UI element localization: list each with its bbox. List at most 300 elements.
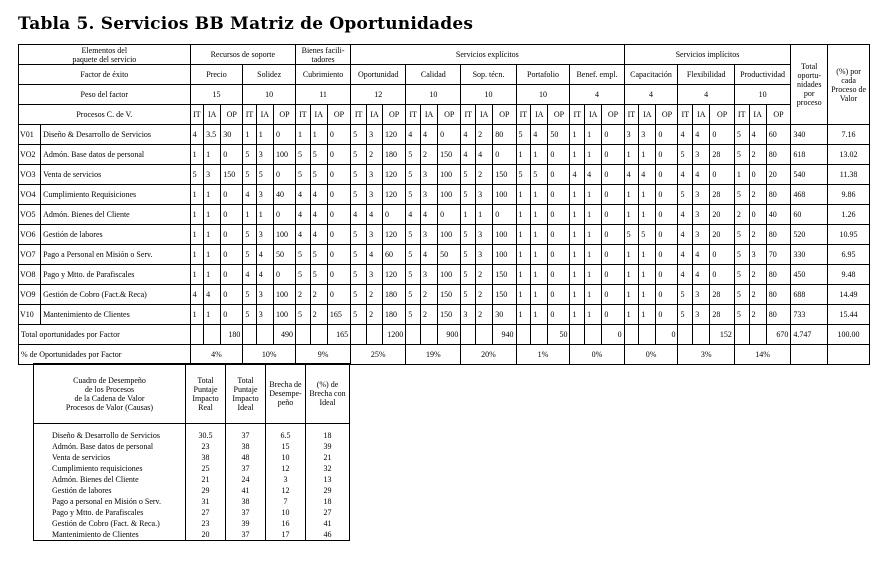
sub-op: OP: [273, 105, 295, 125]
matrix-cell: 0: [602, 125, 624, 145]
peso-label: Peso del factor: [19, 85, 191, 105]
matrix-cell: 0: [382, 205, 405, 225]
matrix-cell: 2: [749, 305, 766, 325]
perf-name-header-line: Cuadro de Desempeño: [73, 375, 146, 385]
factor-total: 670: [766, 325, 791, 345]
matrix-cell: 1: [531, 185, 548, 205]
matrix-cell: 0: [656, 265, 678, 285]
matrix-row: [19, 305, 870, 325]
factor-name: Benef. empl.: [570, 65, 624, 85]
matrix-cell: 4: [243, 185, 256, 205]
matrix-cell: 0: [602, 225, 624, 245]
matrix-cell: 5: [243, 165, 256, 185]
process-code: V01: [19, 125, 41, 145]
matrix-row: [19, 125, 870, 145]
sub-it: IT: [570, 105, 585, 125]
matrix-cell: 180: [382, 305, 405, 325]
matrix-cell: 4: [678, 205, 693, 225]
matrix-cell: 5: [734, 185, 749, 205]
perf-header-row: [34, 364, 350, 424]
matrix-cell: 1: [461, 205, 476, 225]
factor-total: 900: [438, 325, 461, 345]
matrix-cell: 3: [367, 225, 383, 245]
matrix-cell: 1: [190, 225, 203, 245]
matrix-weight-row: [19, 85, 870, 105]
factor-pct: 20%: [461, 345, 516, 365]
matrix-cell: 100: [273, 145, 295, 165]
process-name: Gestión de labores: [41, 225, 191, 245]
sub-it: IT: [406, 105, 421, 125]
matrix-cell: 3: [256, 185, 273, 205]
matrix-cell: 5: [243, 145, 256, 165]
sub-op: OP: [221, 105, 243, 125]
matrix-cell: 0: [221, 305, 243, 325]
matrix-cell: 0: [327, 165, 350, 185]
process-name: Pago y Mtto. de Parafiscales: [41, 265, 191, 285]
perf-row: [34, 529, 350, 541]
matrix-cell: 4: [190, 125, 203, 145]
perf-gap: 7: [266, 496, 306, 507]
matrix-cell: 5: [516, 125, 531, 145]
factor-name: Precio: [190, 65, 243, 85]
factor-pct: 0%: [624, 345, 678, 365]
matrix-cell: 4: [204, 285, 221, 305]
grand-total: 4.747: [791, 325, 828, 345]
matrix-cell: 3: [476, 225, 493, 245]
matrix-cell: 5: [678, 145, 693, 165]
opportunity-matrix-table: [18, 44, 870, 365]
perf-pct: 32: [306, 463, 350, 474]
elements-header: [19, 45, 191, 65]
perf-gap: 10: [266, 507, 306, 518]
process-name: Diseño & Desarrollo de Servicios: [41, 125, 191, 145]
process-name: Admón. Base datos de personal: [41, 145, 191, 165]
matrix-cell: 0: [221, 185, 243, 205]
matrix-total-row: [19, 325, 870, 345]
perf-gap: 10: [266, 452, 306, 463]
empty-cell: [828, 345, 870, 365]
factor-weight: 10: [406, 85, 461, 105]
group-explicitos: Servicios explícitos: [351, 45, 624, 65]
matrix-cell: 1: [585, 305, 602, 325]
matrix-cell: 0: [656, 165, 678, 185]
process-code: VO7: [19, 245, 41, 265]
matrix-cell: 1: [570, 265, 585, 285]
matrix-cell: 4: [476, 145, 493, 165]
perf-row: [34, 430, 350, 441]
matrix-row: [19, 245, 870, 265]
matrix-cell: 1: [624, 305, 639, 325]
matrix-cell: 1: [256, 205, 273, 225]
matrix-row: [19, 225, 870, 245]
perf-gap: 16: [266, 518, 306, 529]
matrix-cell: 0: [602, 145, 624, 165]
perf-gap: 6.5: [266, 430, 306, 441]
matrix-cell: 1: [531, 285, 548, 305]
matrix-cell: 3: [204, 165, 221, 185]
sub-op: OP: [766, 105, 791, 125]
matrix-cell: 1: [585, 205, 602, 225]
process-name: Mantenimiento de Clientes: [41, 305, 191, 325]
sub-ia: IA: [476, 105, 493, 125]
perf-pct: 27: [306, 507, 350, 518]
matrix-cell: 80: [766, 185, 791, 205]
matrix-cell: 1: [516, 145, 531, 165]
matrix-cell: 3: [693, 285, 710, 305]
matrix-row: [19, 285, 870, 305]
sub-ia: IA: [420, 105, 437, 125]
matrix-cell: 1: [243, 205, 256, 225]
perf-name-header: [34, 364, 186, 424]
matrix-cell: 0: [710, 245, 735, 265]
matrix-cell: 0: [548, 225, 570, 245]
matrix-cell: 1: [570, 185, 585, 205]
matrix-cell: 5: [296, 305, 311, 325]
matrix-cell: 0: [602, 305, 624, 325]
procesos-label: Procesos C. de V.: [19, 105, 191, 125]
matrix-cell: 1: [516, 305, 531, 325]
process-pct: 13.02: [828, 145, 870, 165]
perf-pct: 29: [306, 485, 350, 496]
elements-label: Elementos del: [81, 45, 128, 55]
total-header: Total oportu-nidades por proceso: [791, 45, 828, 125]
matrix-cell: 4: [693, 265, 710, 285]
matrix-cell: 0: [327, 125, 350, 145]
process-total: 520: [791, 225, 828, 245]
perf-name-header-line: Procesos de Valor (Causas): [65, 402, 154, 412]
matrix-cell: 28: [710, 305, 735, 325]
matrix-cell: 4: [531, 125, 548, 145]
process-total: 618: [791, 145, 828, 165]
process-code: VO8: [19, 265, 41, 285]
matrix-cell: 1: [639, 245, 656, 265]
matrix-cell: 120: [382, 265, 405, 285]
factor-name: Sop. técn.: [461, 65, 516, 85]
matrix-cell: 1: [570, 285, 585, 305]
factor-name: Calidad: [406, 65, 461, 85]
process-pct: 15.44: [828, 305, 870, 325]
matrix-cell: 4: [585, 165, 602, 185]
perf-process-name: Pago a personal en Misión o Serv.: [34, 496, 186, 507]
matrix-cell: 0: [710, 125, 735, 145]
sub-ia: IA: [693, 105, 710, 125]
sub-ia: IA: [204, 105, 221, 125]
process-pct: 10.95: [828, 225, 870, 245]
perf-row: [34, 463, 350, 474]
sub-ia: IA: [367, 105, 383, 125]
matrix-cell: 4: [693, 125, 710, 145]
perf-ideal: 37: [226, 463, 266, 474]
perf-row: [34, 507, 350, 518]
empty-cell: [256, 325, 273, 345]
matrix-cell: 1: [516, 205, 531, 225]
matrix-cell: 3: [461, 305, 476, 325]
matrix-cell: 3: [693, 225, 710, 245]
matrix-cell: 1: [190, 145, 203, 165]
empty-cell: [570, 325, 585, 345]
matrix-cell: 0: [273, 265, 295, 285]
perf-process-name: Diseño & Desarrollo de Servicios: [34, 430, 186, 441]
matrix-cell: 0: [656, 125, 678, 145]
matrix-cell: 5: [406, 245, 421, 265]
matrix-cell: 1: [570, 245, 585, 265]
matrix-cell: 5: [310, 145, 327, 165]
sub-op: OP: [327, 105, 350, 125]
perf-real: 31: [186, 496, 226, 507]
matrix-cell: 2: [367, 145, 383, 165]
matrix-cell: 3: [624, 125, 639, 145]
factor-pct: 1%: [516, 345, 570, 365]
perf-row: [34, 485, 350, 496]
matrix-cell: 0: [656, 205, 678, 225]
matrix-cell: 1: [204, 225, 221, 245]
matrix-cell: 100: [273, 285, 295, 305]
matrix-cell: 1: [570, 225, 585, 245]
sub-it: IT: [678, 105, 693, 125]
elements-label: paquete del servicio: [72, 54, 137, 64]
process-name: Pago a Personal en Misión o Serv.: [41, 245, 191, 265]
matrix-cell: 0: [602, 165, 624, 185]
matrix-cell: 0: [221, 265, 243, 285]
sub-ia: IA: [256, 105, 273, 125]
empty-cell: [531, 325, 548, 345]
matrix-cell: 0: [221, 225, 243, 245]
perf-process-name: Cumplimiento requisiciones: [34, 463, 186, 474]
matrix-cell: 1: [256, 125, 273, 145]
matrix-cell: 3: [420, 225, 437, 245]
matrix-row: [19, 205, 870, 225]
matrix-cell: 100: [493, 225, 516, 245]
matrix-cell: 1: [516, 245, 531, 265]
matrix-cell: 5: [531, 165, 548, 185]
matrix-cell: 100: [273, 225, 295, 245]
matrix-row: [19, 185, 870, 205]
perf-gap-header: Brecha de Desempe- peño: [266, 364, 306, 424]
matrix-cell: 30: [221, 125, 243, 145]
matrix-cell: 5: [461, 225, 476, 245]
empty-cell: [243, 325, 256, 345]
matrix-cell: 5: [406, 185, 421, 205]
matrix-cell: 2: [476, 125, 493, 145]
matrix-cell: 20: [710, 205, 735, 225]
process-pct: 1.26: [828, 205, 870, 225]
matrix-cell: 1: [585, 245, 602, 265]
sub-op: OP: [382, 105, 405, 125]
matrix-cell: 5: [296, 145, 311, 165]
empty-cell: [791, 345, 828, 365]
sub-it: IT: [351, 105, 367, 125]
matrix-cell: 0: [548, 245, 570, 265]
matrix-cell: 3: [639, 125, 656, 145]
matrix-cell: 1: [190, 305, 203, 325]
factor-name: Solidez: [243, 65, 296, 85]
matrix-cell: 5: [461, 285, 476, 305]
matrix-cell: 3: [420, 165, 437, 185]
process-code: VO2: [19, 145, 41, 165]
perf-ideal: 37: [226, 430, 266, 441]
grand-pct: 100.00: [828, 325, 870, 345]
sub-it: IT: [624, 105, 639, 125]
matrix-sub-row: [19, 105, 870, 125]
matrix-cell: 2: [749, 145, 766, 165]
matrix-cell: 28: [710, 185, 735, 205]
matrix-cell: 4: [420, 125, 437, 145]
matrix-cell: 100: [438, 165, 461, 185]
group-bienes-label: tadores: [311, 54, 335, 64]
factor-weight: 10: [243, 85, 296, 105]
empty-cell: [204, 325, 221, 345]
matrix-cell: 0: [548, 205, 570, 225]
matrix-cell: 1: [204, 265, 221, 285]
perf-pct: 39: [306, 441, 350, 452]
perf-real: 38: [186, 452, 226, 463]
matrix-cell: 5: [351, 165, 367, 185]
matrix-cell: 0: [656, 245, 678, 265]
process-code: VO4: [19, 185, 41, 205]
matrix-cell: 5: [678, 185, 693, 205]
group-soporte: Recursos de soporte: [190, 45, 295, 65]
perf-pct: 18: [306, 496, 350, 507]
empty-cell: [406, 325, 421, 345]
matrix-cell: 50: [548, 125, 570, 145]
empty-cell: [678, 325, 693, 345]
matrix-cell: 5: [296, 245, 311, 265]
factor-total: 50: [548, 325, 570, 345]
matrix-cell: 5: [351, 145, 367, 165]
pct-label: % de Oportunidades por Factor: [19, 345, 191, 365]
matrix-cell: 2: [310, 305, 327, 325]
matrix-cell: 2: [749, 225, 766, 245]
sub-it: IT: [461, 105, 476, 125]
perf-ideal-header: Total Puntaje Impacto Ideal: [226, 364, 266, 424]
matrix-cell: 2: [476, 265, 493, 285]
matrix-cell: 0: [327, 285, 350, 305]
matrix-cell: 80: [493, 125, 516, 145]
perf-gap: 3: [266, 474, 306, 485]
matrix-pct-row: [19, 345, 870, 365]
total-label: Total oportunidades por Factor: [19, 325, 191, 345]
matrix-cell: 150: [438, 145, 461, 165]
matrix-cell: 0: [273, 125, 295, 145]
matrix-cell: 0: [548, 165, 570, 185]
perf-real: 25: [186, 463, 226, 474]
matrix-cell: 0: [221, 145, 243, 165]
matrix-cell: 1: [531, 145, 548, 165]
matrix-cell: 4: [678, 225, 693, 245]
factor-total: 940: [493, 325, 516, 345]
empty-cell: [367, 325, 383, 345]
matrix-cell: 1: [624, 145, 639, 165]
matrix-cell: 4: [461, 145, 476, 165]
empty-cell: [693, 325, 710, 345]
page-title: Tabla 5. Servicios BB Matriz de Oportunidades: [18, 14, 474, 34]
process-total: 330: [791, 245, 828, 265]
process-code: VO3: [19, 165, 41, 185]
matrix-cell: 5: [351, 305, 367, 325]
perf-row: [34, 474, 350, 485]
matrix-factor-row: [19, 65, 870, 85]
group-bienes-label: Bienes facili-: [301, 45, 345, 55]
matrix-cell: 40: [273, 185, 295, 205]
matrix-cell: 3: [693, 185, 710, 205]
matrix-cell: 1: [570, 305, 585, 325]
process-name: Gestión de Cobro (Fact.& Reca): [41, 285, 191, 305]
matrix-cell: 100: [273, 305, 295, 325]
perf-real: 20: [186, 529, 226, 541]
matrix-cell: 0: [656, 225, 678, 245]
perf-pct: 18: [306, 430, 350, 441]
matrix-cell: 4: [296, 205, 311, 225]
group-bienes: [296, 45, 351, 65]
sub-ia: IA: [531, 105, 548, 125]
matrix-cell: 2: [749, 285, 766, 305]
matrix-cell: 4: [678, 165, 693, 185]
factor-name: Productividad: [734, 65, 790, 85]
matrix-cell: 28: [710, 285, 735, 305]
perf-process-name: Venta de servicios: [34, 452, 186, 463]
matrix-cell: 5: [351, 245, 367, 265]
process-total: 450: [791, 265, 828, 285]
process-code: VO5: [19, 205, 41, 225]
empty-cell: [476, 325, 493, 345]
matrix-cell: 0: [438, 125, 461, 145]
process-code: VO6: [19, 225, 41, 245]
matrix-cell: 5: [310, 265, 327, 285]
matrix-cell: 1: [190, 245, 203, 265]
perf-row: [34, 518, 350, 529]
perf-real: 23: [186, 441, 226, 452]
matrix-cell: 1: [639, 285, 656, 305]
perf-ideal: 38: [226, 496, 266, 507]
matrix-cell: 3: [693, 145, 710, 165]
matrix-cell: 0: [602, 265, 624, 285]
matrix-cell: 5: [461, 265, 476, 285]
process-total: 733: [791, 305, 828, 325]
matrix-cell: 120: [382, 225, 405, 245]
matrix-cell: 4: [624, 165, 639, 185]
factor-name: Oportunidad: [351, 65, 406, 85]
matrix-cell: 5: [734, 265, 749, 285]
matrix-cell: 1: [639, 265, 656, 285]
matrix-cell: 1: [639, 145, 656, 165]
matrix-cell: 4: [678, 265, 693, 285]
matrix-cell: 4: [420, 245, 437, 265]
matrix-cell: 1: [585, 265, 602, 285]
matrix-cell: 5: [678, 305, 693, 325]
matrix-cell: 2: [749, 185, 766, 205]
matrix-cell: 5: [734, 225, 749, 245]
matrix-cell: 0: [221, 205, 243, 225]
matrix-cell: 1: [585, 125, 602, 145]
matrix-cell: 0: [710, 165, 735, 185]
matrix-cell: 5: [296, 165, 311, 185]
perf-gap: 15: [266, 441, 306, 452]
matrix-cell: 120: [382, 165, 405, 185]
perf-process-name: Admón. Bienes del Cliente: [34, 474, 186, 485]
matrix-cell: 1: [624, 245, 639, 265]
matrix-cell: 3: [367, 265, 383, 285]
matrix-cell: 5: [406, 225, 421, 245]
matrix-cell: 80: [766, 305, 791, 325]
matrix-cell: 100: [438, 185, 461, 205]
factor-weight: 10: [461, 85, 516, 105]
factor-pct: 14%: [734, 345, 790, 365]
matrix-cell: 5: [310, 245, 327, 265]
matrix-cell: 4: [296, 185, 311, 205]
matrix-cell: 70: [766, 245, 791, 265]
perf-process-name: Gestión de Cobro (Fact. & Reca.): [34, 518, 186, 529]
factor-pct: 19%: [406, 345, 461, 365]
